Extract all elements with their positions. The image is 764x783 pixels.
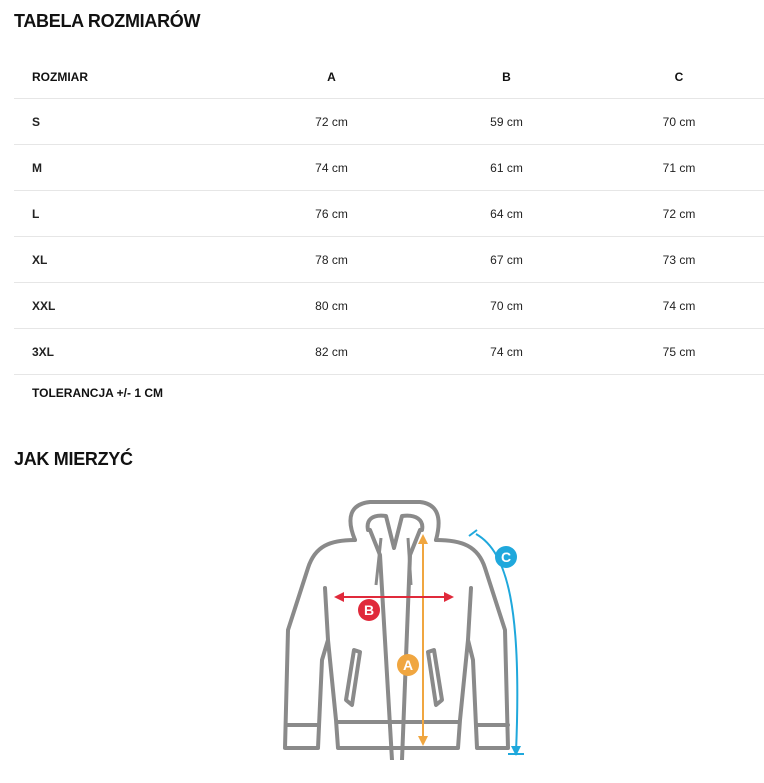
table-row <box>14 283 764 329</box>
table-row <box>14 329 764 375</box>
header-a: A <box>244 55 419 99</box>
header-c: C <box>594 55 764 99</box>
measure-b-cell: 74 cm <box>419 329 594 375</box>
size-table <box>14 55 764 375</box>
size-cell: M <box>14 145 244 191</box>
measure-b-cell: 59 cm <box>419 99 594 145</box>
measure-b-cell: 70 cm <box>419 283 594 329</box>
size-cell: 3XL <box>14 329 244 375</box>
size-cell: L <box>14 191 244 237</box>
measure-b-cell: 64 cm <box>419 191 594 237</box>
measure-a-cell: 80 cm <box>244 283 419 329</box>
measure-a-cell: 82 cm <box>244 329 419 375</box>
size-cell: XXL <box>14 283 244 329</box>
measure-a-arrow <box>418 534 428 746</box>
measure-c-cell: 70 cm <box>594 99 764 145</box>
table-row <box>14 191 764 237</box>
measure-c-label: C <box>500 549 512 565</box>
table-header-row <box>14 55 764 99</box>
measure-a-cell: 76 cm <box>244 191 419 237</box>
size-chart-title: TABELA ROZMIARÓW <box>14 11 201 31</box>
measure-a-cell: 72 cm <box>244 99 419 145</box>
tolerance-note: TOLERANCJA +/- 1 CM <box>32 386 164 400</box>
header-b: B <box>419 55 594 99</box>
hoodie-outline <box>285 502 508 760</box>
measure-a-cell: 74 cm <box>244 145 419 191</box>
how-to-measure-title: JAK MIERZYĆ <box>14 449 133 469</box>
measure-b-cell: 67 cm <box>419 237 594 283</box>
measure-b-arrow <box>334 592 454 602</box>
measure-c-cell: 72 cm <box>594 191 764 237</box>
measure-c-cell: 74 cm <box>594 283 764 329</box>
measure-c-cell: 71 cm <box>594 145 764 191</box>
measure-b-cell: 61 cm <box>419 145 594 191</box>
table-row <box>14 145 764 191</box>
measure-a-cell: 78 cm <box>244 237 419 283</box>
measure-c-cell: 73 cm <box>594 237 764 283</box>
size-cell: S <box>14 99 244 145</box>
header-size: ROZMIAR <box>14 55 244 99</box>
table-row <box>14 99 764 145</box>
measure-c-cell: 75 cm <box>594 329 764 375</box>
table-row <box>14 237 764 283</box>
measure-a-label: A <box>402 657 414 673</box>
size-cell: XL <box>14 237 244 283</box>
measure-b-label: B <box>363 602 375 618</box>
hoodie-measurement-diagram <box>270 490 530 760</box>
